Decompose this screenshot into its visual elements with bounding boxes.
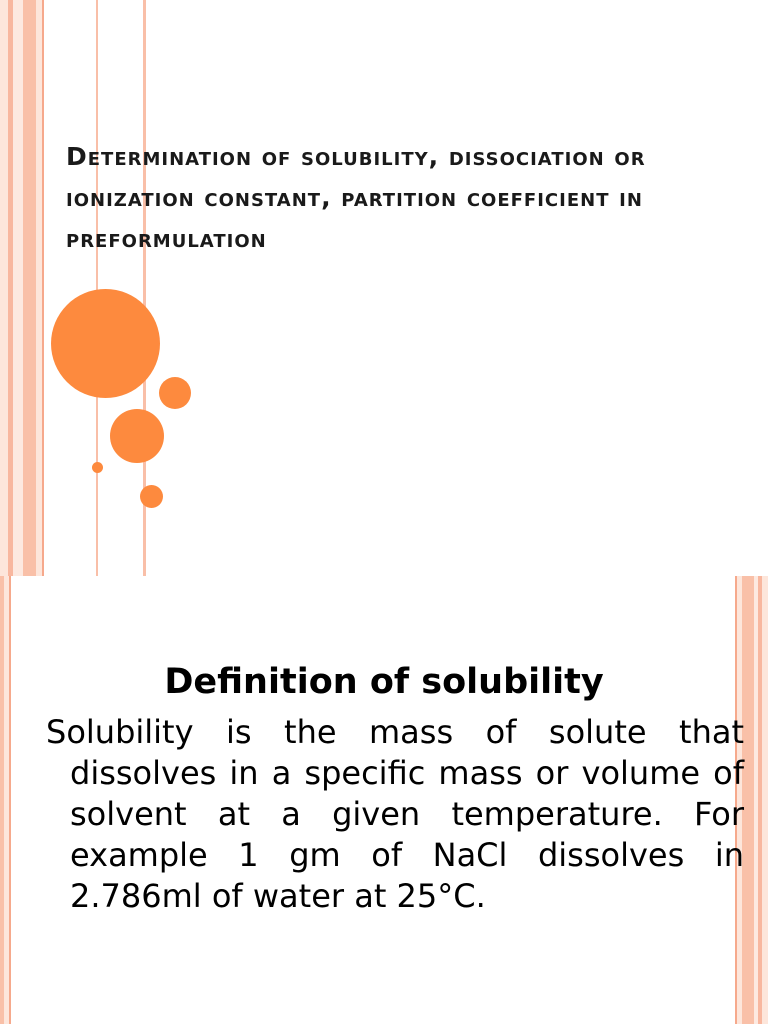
decor-stripe [0, 0, 8, 576]
definition-paragraph: Solubility is the mass of solute that dissolves in a specific mass or volume of solvent at a given temperature. For example 1 gm of NaCl dissolves in 2.786ml of water at 25°C. [46, 713, 744, 915]
decor-stripe [42, 0, 44, 576]
content-slide [0, 576, 768, 1024]
decor-stripe [13, 0, 23, 576]
decor-circle-tiny [92, 462, 103, 473]
decor-stripe [762, 576, 768, 1024]
decor-stripe [9, 576, 11, 1024]
decor-circle-large [51, 289, 160, 398]
decor-stripe [96, 0, 98, 576]
decor-stripe [23, 0, 36, 576]
decor-circle-small [159, 377, 191, 409]
section-heading: Definition of solubility [164, 662, 604, 702]
decor-circle-small [140, 485, 163, 508]
decor-circle-medium [110, 409, 164, 463]
slide-title: Determination of solubility, dissociation or ionization constant, partition coefficient in preformulation [66, 142, 646, 253]
